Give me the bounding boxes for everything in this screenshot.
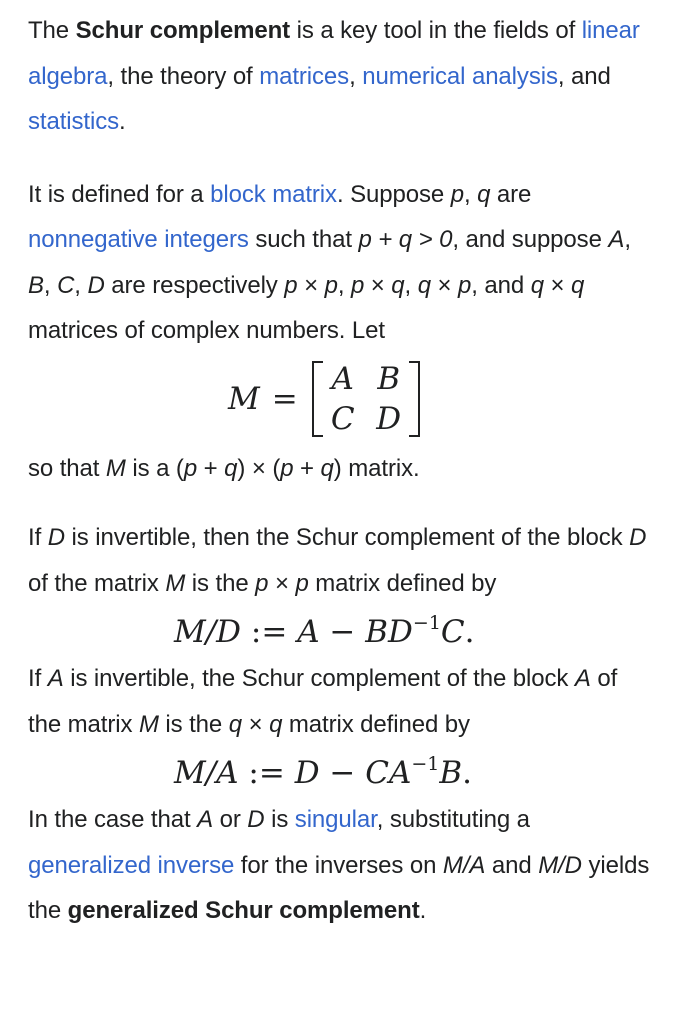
math-inline: D [247,806,265,833]
text: for the inverses on [234,851,443,879]
text: are respectively [104,271,285,299]
math-symbol: C [440,614,465,650]
text: + [197,454,225,482]
text: If [28,665,48,692]
math-inline: p [280,454,294,482]
math-inline: p [458,271,472,299]
math-inline: q [571,271,585,299]
math-inline: D [87,271,105,299]
text: . [419,897,427,924]
text: is invertible, then the Schur complement of the block [64,524,630,551]
math-operator: − [319,755,366,791]
spacer [28,491,653,515]
math-inline: q [228,710,242,738]
schur-d-equation [28,608,653,656]
math-symbol: CA [365,755,412,791]
link-matrices[interactable]: matrices [259,62,350,90]
matrix-size-paragraph [28,446,653,492]
math-symbol: B [439,755,463,791]
math-inline: B [28,271,44,299]
math-inline: p [183,454,198,482]
definition-paragraph [28,172,653,354]
math-inline: q [269,710,283,738]
math-inline: q [417,271,431,299]
text: such that [248,226,359,253]
link-linear-algebra[interactable]: linear algebra [28,17,640,90]
math-inline: p [255,569,269,597]
text: It is defined for a [28,180,211,208]
math-inline: M [105,454,126,482]
block-matrix-equation [28,354,653,444]
text: , [43,271,58,299]
math-punctuation: . [464,614,475,650]
math-symbol: M [228,380,260,417]
matrix-entry: A [331,360,354,397]
text: and [485,851,539,879]
term-schur-complement: Schur complement [75,17,291,44]
math-inline: p [450,180,464,208]
text: , and suppose [452,226,609,253]
text: . [119,108,126,135]
text: , [624,226,631,253]
text: matrix defined by [282,710,470,738]
math-inline: A [574,665,591,692]
link-statistics[interactable]: statistics [28,108,120,135]
math-punctuation: . [462,755,473,791]
math-inline: M [165,569,186,597]
math-inline: q [391,271,405,299]
text: or [213,806,248,833]
math-inline: q [224,454,238,482]
math-inline: p [295,569,309,597]
math-operator: = [271,380,298,417]
text: , the theory of [107,62,260,90]
text: , [337,271,351,299]
matrix-entry: D [376,400,402,437]
math-symbol: A [297,614,320,650]
text: , and [557,62,611,90]
intro-paragraph [28,8,653,145]
text: × [364,271,392,299]
text: × [297,271,325,299]
math-symbol: M/D [174,614,242,650]
math-inline: p [284,271,298,299]
text: is a ( [125,454,184,482]
block-matrix [312,359,420,439]
math-exponent: −1 [411,753,440,775]
text: are [490,180,532,208]
math-inline: C [57,271,75,299]
text: × [543,271,572,299]
matrix-entry: C [330,400,355,437]
text: is [264,806,295,833]
text: , substituting a [376,806,530,833]
text: , [404,271,418,299]
spacer [28,145,653,172]
text: , [463,180,478,208]
math-inline: p [350,271,365,299]
text: ) matrix. [333,454,420,482]
link-generalized-inverse[interactable]: generalized inverse [28,851,235,879]
matrix-entry: B [377,360,401,397]
math-operator: − [319,614,366,650]
link-singular[interactable]: singular [294,806,377,833]
math-symbol: D [294,755,320,791]
link-block-matrix[interactable]: block matrix [210,180,337,208]
math-operator: := [238,755,295,791]
text: matrix defined by [308,569,497,597]
text: is a key tool in the fields of [290,17,582,44]
math-operator: := [241,614,298,650]
text: matrices of complex numbers. Let [28,317,385,344]
text: yields the [28,851,650,924]
article-body [28,8,653,934]
text: of the matrix [28,569,166,597]
schur-a-equation [28,749,653,797]
text: is the [185,569,256,597]
text: + [293,454,321,482]
schur-a-paragraph [28,656,653,747]
text: If [28,524,48,551]
text: , [74,271,88,299]
math-inline: q [320,454,334,482]
math-symbol: M/A [174,755,239,791]
math-inline: A [608,226,625,253]
text: × [268,569,296,597]
text: of the matrix [28,665,618,738]
math-inline: D [47,524,65,551]
math-inline: p + q > 0 [358,226,453,253]
math-symbol: BD [365,614,413,650]
text: × [430,271,458,299]
text: is invertible, the Schur complement of the block [63,665,575,692]
schur-d-paragraph [28,515,653,606]
text: ) × ( [237,454,281,482]
math-inline: p [324,271,338,299]
text: so that [28,454,106,482]
math-inline: M/A [442,851,486,879]
math-inline: M/D [538,851,582,879]
text: × [242,710,270,738]
math-inline: D [629,524,647,551]
text: , [349,62,363,90]
term-generalized-schur-complement: generalized Schur complement [67,897,420,924]
text: . Suppose [336,180,451,208]
text: , and [471,271,531,299]
link-numerical-analysis[interactable]: numerical analysis [362,62,558,90]
text: In the case that [28,806,198,833]
text: is the [158,710,229,738]
math-inline: A [47,665,64,692]
math-inline: M [138,710,159,738]
math-inline: A [197,806,213,833]
link-nonnegative-integers[interactable]: nonnegative integers [28,226,249,253]
math-exponent: −1 [412,612,441,634]
text: The [28,17,76,44]
math-inline: q [530,271,544,299]
generalized-paragraph [28,797,653,934]
math-inline: q [477,180,491,208]
